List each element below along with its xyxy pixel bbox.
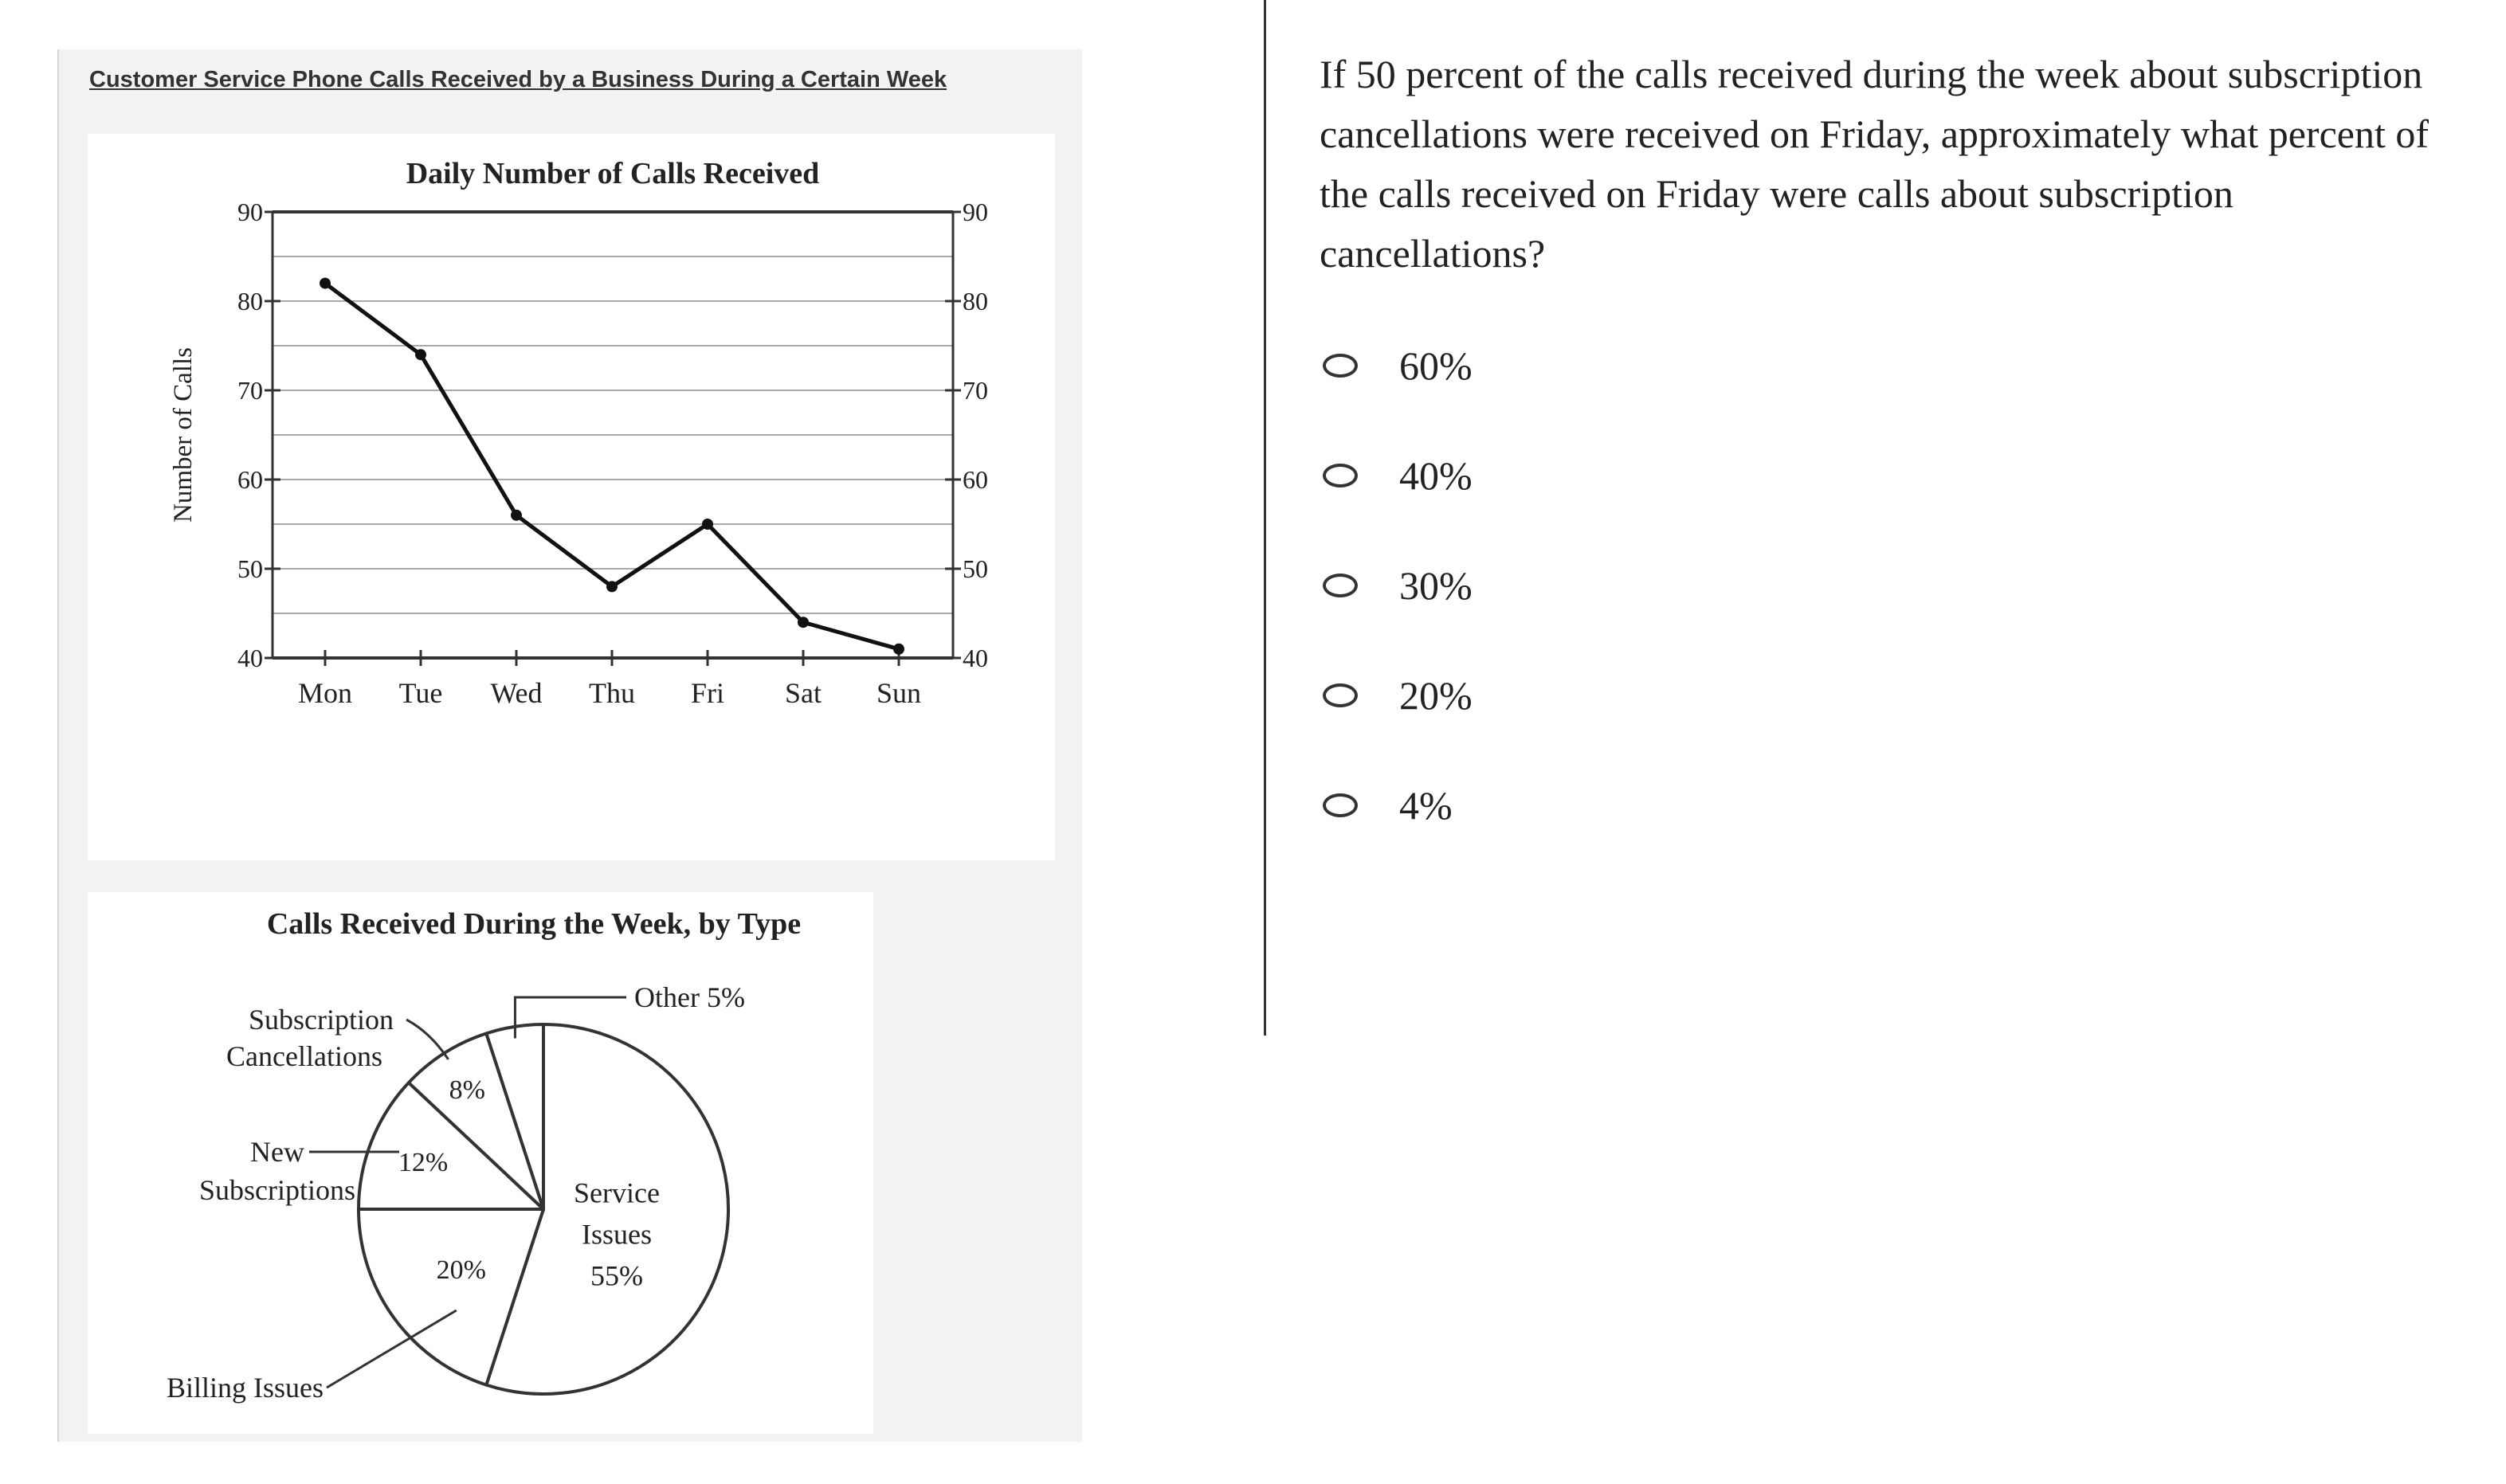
answer-option[interactable]	[1320, 750, 2467, 860]
slice-label: Issues	[581, 1218, 652, 1251]
pie-chart	[88, 892, 873, 1434]
chart-title: Calls Received During the Week, by Type	[266, 907, 802, 941]
x-tick-label: Sat	[784, 677, 822, 709]
y-tick-label-left: 80	[237, 287, 263, 315]
answer-options	[1320, 311, 2467, 860]
radio-button[interactable]	[1323, 683, 1358, 707]
slice-label: Cancellations	[226, 1040, 382, 1072]
slice-label: Subscription	[248, 1004, 394, 1036]
option-label: 40%	[1399, 453, 1473, 498]
radio-button[interactable]	[1323, 464, 1358, 487]
chart-title: Daily Number of Calls Received	[406, 157, 820, 190]
option-label: 30%	[1399, 563, 1473, 608]
y-tick-label-left: 50	[237, 554, 263, 583]
panel-divider	[1264, 0, 1266, 1036]
slice-value-label: 20%	[436, 1255, 486, 1286]
data-point	[893, 644, 904, 655]
figure-panel	[57, 49, 1082, 1442]
data-point	[702, 519, 713, 530]
option-label: 4%	[1399, 783, 1453, 828]
answer-option[interactable]	[1320, 640, 2467, 750]
pie-chart-card	[88, 892, 873, 1434]
data-point	[606, 581, 618, 592]
data-point	[415, 349, 426, 360]
answer-option[interactable]	[1320, 531, 2467, 640]
line-chart	[88, 134, 1055, 860]
y-tick-label-right: 80	[963, 287, 988, 315]
slice-label: Billing Issues	[166, 1372, 324, 1404]
radio-button[interactable]	[1323, 574, 1358, 597]
y-tick-label-right: 90	[963, 198, 988, 226]
x-tick-label: Sun	[876, 677, 922, 709]
question-text: If 50 percent of the calls received during the week about subscription cancellations were received on Friday, approximately what percent of the calls received on Friday were calls about subscription cancellations?	[1320, 52, 2429, 276]
line-chart-card	[88, 134, 1055, 860]
series-line	[325, 284, 899, 649]
data-point	[511, 510, 522, 521]
answer-option[interactable]	[1320, 421, 2467, 531]
slice-label: Subscriptions	[198, 1174, 356, 1206]
y-tick-label-left: 70	[237, 376, 263, 405]
y-tick-label-right: 70	[963, 376, 988, 405]
option-label: 20%	[1399, 673, 1473, 718]
y-tick-label-left: 60	[237, 465, 263, 494]
x-tick-label: Wed	[490, 677, 543, 709]
radio-button[interactable]	[1323, 354, 1358, 378]
slice-label: Other 5%	[634, 981, 745, 1013]
x-tick-label: Thu	[589, 677, 635, 709]
y-tick-label-left: 90	[237, 198, 263, 226]
y-axis-label: Number of Calls	[169, 347, 198, 523]
y-tick-label-right: 40	[963, 644, 988, 672]
x-tick-label: Tue	[398, 677, 443, 709]
answer-option[interactable]	[1320, 311, 2467, 421]
slice-value-label: 12%	[398, 1148, 449, 1178]
y-tick-label-right: 50	[963, 554, 988, 583]
slice-value-label: 55%	[590, 1259, 643, 1292]
question-panel	[1320, 45, 2467, 860]
figure-title: Customer Service Phone Calls Received by a Business During a Certain Week	[89, 67, 947, 92]
y-tick-label-left: 40	[237, 644, 263, 672]
slice-value-label: 8%	[449, 1075, 485, 1106]
slice-label: New	[250, 1136, 304, 1168]
slice-label: Service	[574, 1177, 660, 1209]
data-point	[320, 278, 331, 289]
x-tick-label: Mon	[297, 677, 353, 709]
x-tick-label: Fri	[690, 677, 725, 709]
option-label: 60%	[1399, 343, 1473, 388]
y-tick-label-right: 60	[963, 465, 988, 494]
radio-button[interactable]	[1323, 793, 1358, 817]
data-point	[798, 617, 809, 628]
